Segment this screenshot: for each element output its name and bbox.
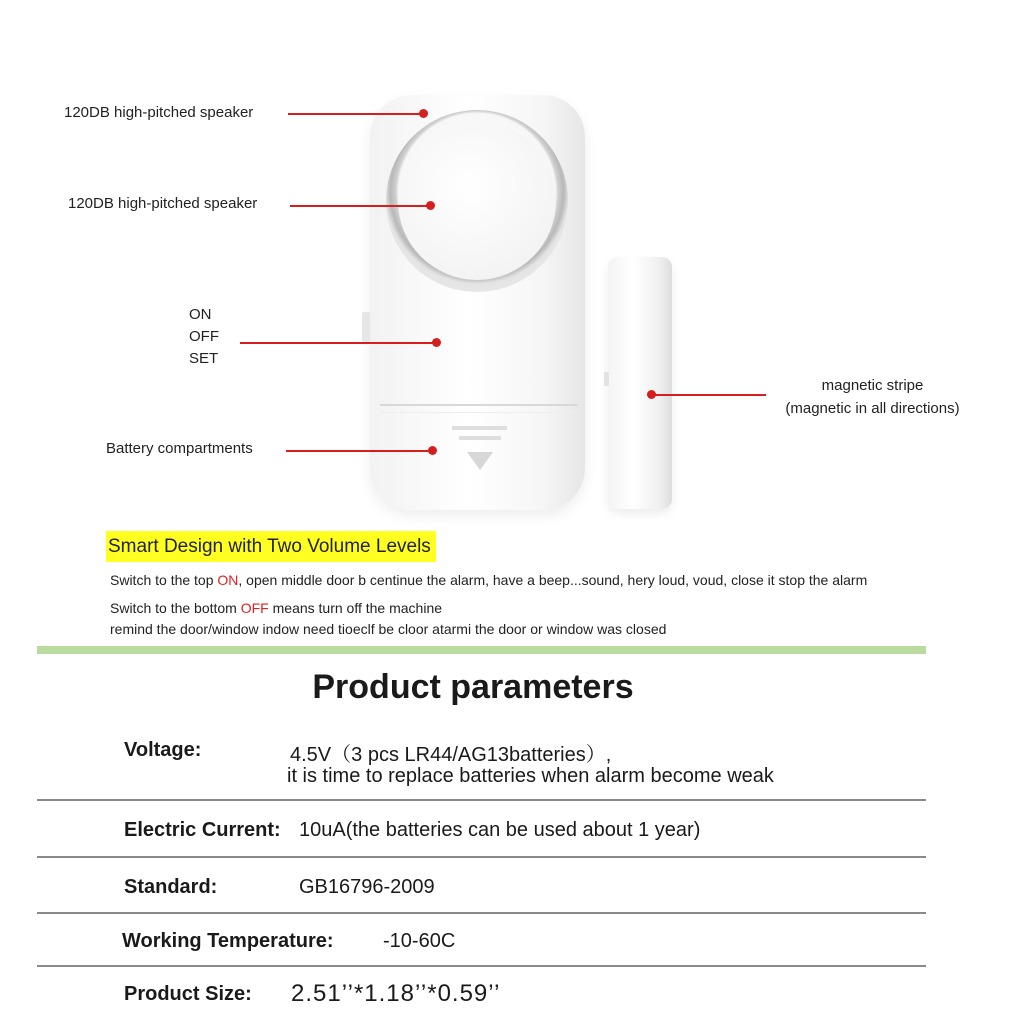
mode-set-label: SET: [189, 350, 219, 367]
mode-off-label: OFF: [189, 328, 219, 345]
param-size-label: Product Size:: [124, 983, 252, 1005]
param-standard-value: GB16796-2009: [299, 876, 435, 898]
off-keyword: OFF: [240, 600, 269, 616]
param-current-value: 10uA(the batteries can be used about 1 year): [299, 819, 701, 841]
callout-speaker-top-line: [288, 113, 424, 115]
callout-battery-line: [286, 450, 432, 452]
callout-speaker-top-dot: [419, 109, 428, 118]
line-off-prefix: Switch to the bottom: [110, 600, 241, 616]
section-divider: [37, 646, 926, 654]
callout-speaker-mid-line: [290, 205, 430, 207]
speaker-cover: [398, 122, 556, 280]
magnetic-stripe-sensor: [608, 257, 672, 509]
line-on-prefix: Switch to the top: [110, 572, 218, 588]
slide-arrow-icon: [467, 452, 493, 470]
magnet-alignment-mark: [604, 372, 609, 386]
param-standard-label: Standard:: [124, 876, 218, 898]
param-current-label: Electric Current:: [124, 819, 281, 841]
callout-battery-dot: [428, 446, 437, 455]
mode-labels: [189, 304, 219, 370]
callout-mode-line: [240, 342, 436, 344]
callout-speaker-mid-dot: [426, 201, 435, 210]
param-temperature-label: Working Temperature:: [122, 930, 334, 952]
line-on-suffix: , open middle door b centinue the alarm, have a beep...sound, hery loud, voud, close it stop the alarm: [238, 572, 868, 588]
mode-switch: [362, 312, 370, 342]
param-voltage-value: 4.5V（3 pcs LR44/AG13batteries）,: [290, 744, 612, 766]
param-temperature-value: -10-60C: [383, 930, 456, 952]
line-off-suffix: means turn off the machine: [268, 600, 443, 616]
callout-mode-dot: [432, 338, 441, 347]
param-voltage-note: it is time to replace batteries when alarm become weak: [287, 765, 774, 787]
on-keyword: ON: [217, 572, 239, 588]
callout-speaker-top-label: 120DB high-pitched speaker: [64, 104, 254, 121]
callout-battery-label: Battery compartments: [106, 440, 253, 457]
parameters-title: Product parameters: [312, 668, 634, 706]
battery-compartment-seam: [380, 404, 578, 413]
mode-on-label: ON: [189, 306, 212, 323]
smart-design-line-off: [110, 600, 442, 616]
battery-cover-grip: [452, 426, 507, 446]
param-divider: [37, 912, 926, 914]
param-voltage-label: Voltage:: [124, 739, 202, 761]
param-divider: [37, 965, 926, 967]
smart-design-title: Smart Design with Two Volume Levels: [106, 531, 436, 562]
param-divider: [37, 799, 926, 801]
callout-magnet-line: [652, 394, 766, 396]
param-size-value: 2.51’’*1.18’’*0.59’’: [291, 980, 501, 1007]
param-divider: [37, 856, 926, 858]
smart-design-line-remind: remind the door/window indow need tioeclf be cloor atarmi the door or window was closed: [110, 621, 667, 637]
callout-speaker-mid-label: 120DB high-pitched speaker: [68, 195, 258, 212]
callout-magnet-label: [760, 374, 985, 420]
magnet-label-line2: (magnetic in all directions): [785, 400, 960, 417]
smart-design-line-on: [110, 572, 867, 588]
magnet-label-line1: magnetic stripe: [821, 377, 924, 394]
